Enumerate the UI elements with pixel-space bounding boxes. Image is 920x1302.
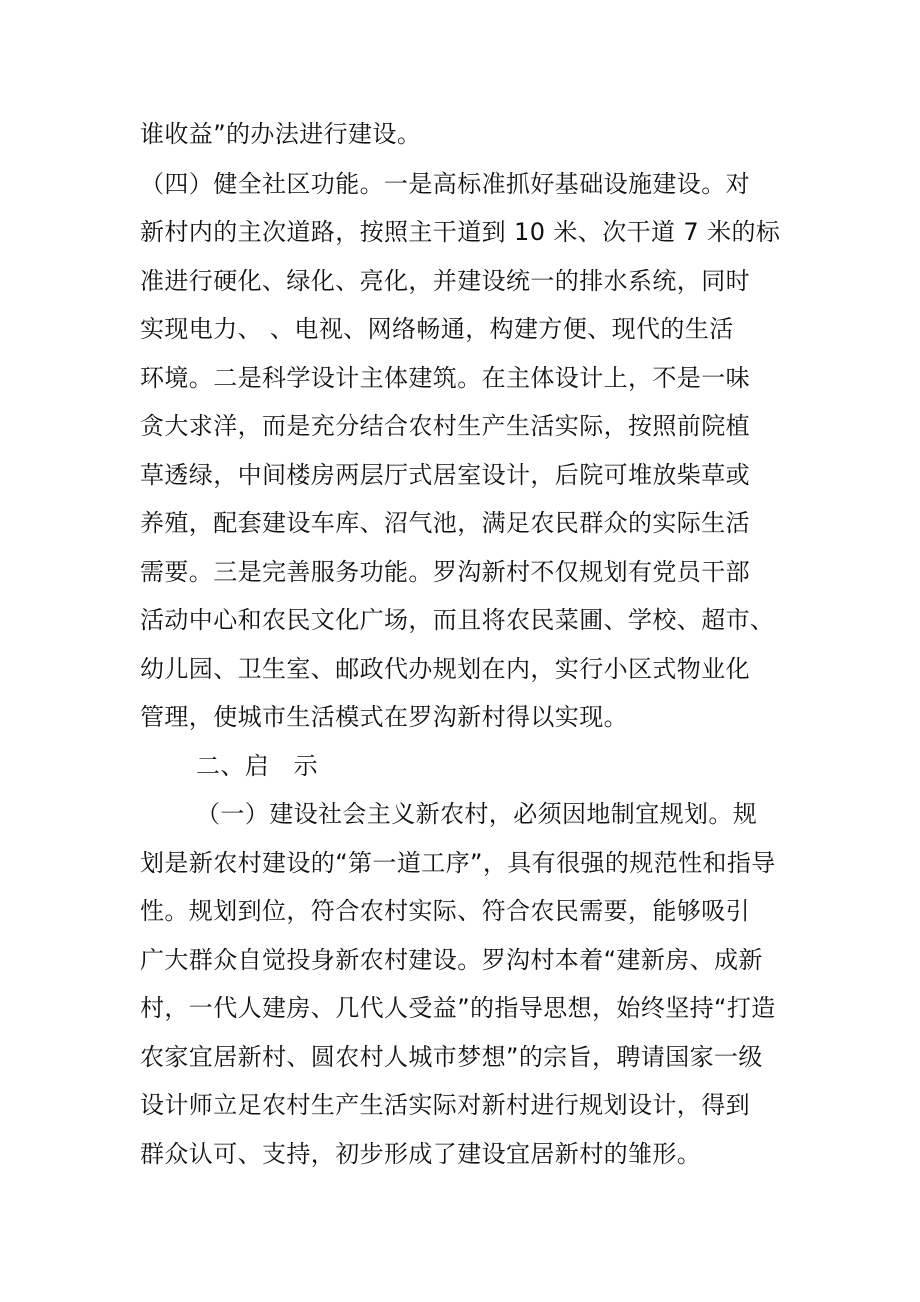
text-line: 设计师立足农村生产生活实际对新村进行规划设计，得到 bbox=[140, 1091, 750, 1119]
section-heading-line: （四）健全社区功能。一是高标准抓好基础设施建设。对 bbox=[140, 170, 750, 198]
paragraph-first-line: （一）建设社会主义新农村，必须因地制宜规划。规 bbox=[196, 800, 758, 828]
text-line: 幼儿园、卫生室、邮政代办规划在内，实行小区式物业化 bbox=[140, 655, 750, 683]
text-line: 贪大求洋，而是充分结合农村生产生活实际，按照前院植 bbox=[140, 412, 750, 440]
text-line: 准进行硬化、绿化、亮化，并建设统一的排水系统，同时 bbox=[140, 267, 750, 295]
text-line: 性。规划到位，符合农村实际、符合农民需要，能够吸引 bbox=[140, 897, 750, 925]
text-line: 谁收益”的办法进行建设。 bbox=[140, 120, 422, 148]
text-line: 农家宜居新村、圆农村人城市梦想”的宗旨，聘请国家一级 bbox=[140, 1043, 763, 1071]
text-line: 新村内的主次道路，按照主干道到 10 米、次干道 7 米的标 bbox=[140, 218, 781, 246]
text-line: 活动中心和农民文化广场，而且将农民菜圃、学校、超市、 bbox=[140, 606, 775, 634]
text-line: 管理，使城市生活模式在罗沟新村得以实现。 bbox=[140, 703, 628, 731]
text-line: 草透绿，中间楼房两层厅式居室设计，后院可堆放柴草或 bbox=[140, 461, 750, 489]
text-line: 需要。三是完善服务功能。罗沟新村不仅规划有党员干部 bbox=[140, 558, 750, 586]
text-line: 实现电力、 、电视、网络畅通，构建方便、现代的生活 bbox=[140, 315, 734, 343]
text-line: 广大群众自觉投身新农村建设。罗沟村本着“建新房、成新 bbox=[140, 946, 763, 974]
text-line: 村，一代人建房、几代人受益”的指导思想，始终坚持“打造 bbox=[140, 994, 776, 1022]
text-line: 划是新农村建设的“第一道工序”，具有很强的规范性和指导 bbox=[140, 849, 776, 877]
text-line: 养殖，配套建设车库、沼气池，满足农民群众的实际生活 bbox=[140, 509, 750, 537]
text-line: 环境。二是科学设计主体建筑。在主体设计上，不是一味 bbox=[140, 364, 750, 392]
text-line: 群众认可、支持，初步形成了建设宜居新村的雏形。 bbox=[140, 1140, 702, 1168]
chapter-heading: 二、启 示 bbox=[196, 752, 318, 780]
